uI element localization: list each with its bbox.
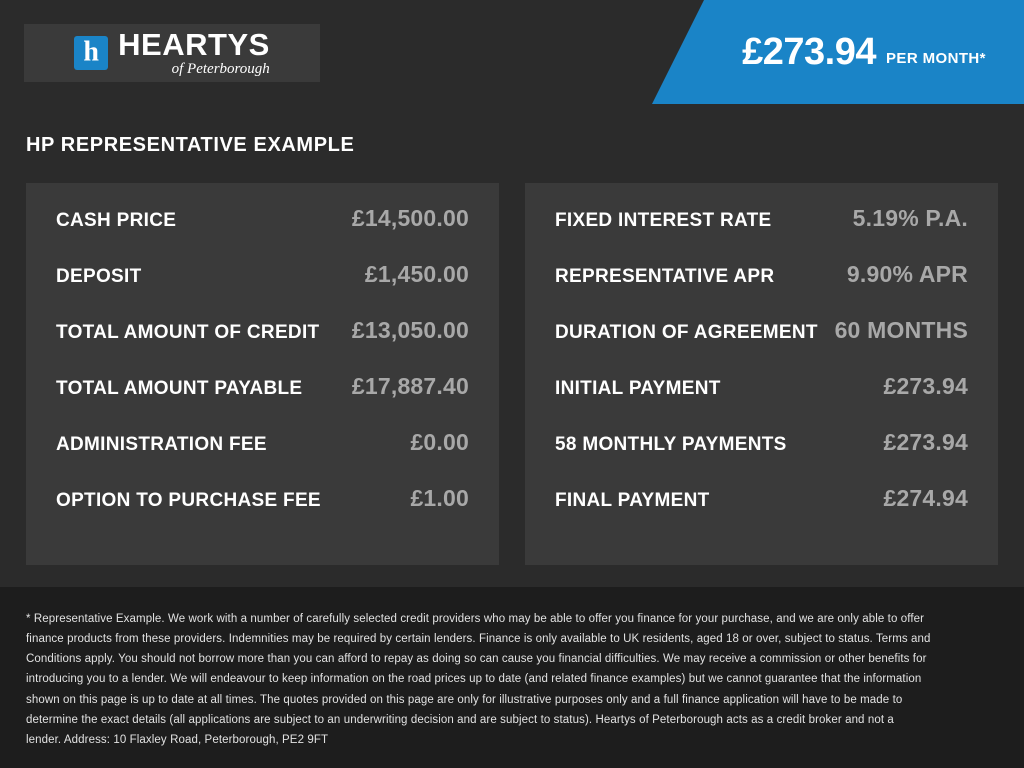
table-row <box>56 429 469 485</box>
row-value: £13,050.00 <box>351 317 469 343</box>
row-value: £14,500.00 <box>351 205 469 231</box>
dealer-logo[interactable] <box>24 24 320 82</box>
row-value: £273.94 <box>883 429 968 455</box>
table-row <box>555 429 968 485</box>
row-label: REPRESENTATIVE APR <box>555 266 775 287</box>
table-row <box>56 485 469 541</box>
row-label: INITIAL PAYMENT <box>555 378 721 399</box>
row-label: 58 MONTHLY PAYMENTS <box>555 434 787 455</box>
row-label: OPTION TO PURCHASE FEE <box>56 490 321 511</box>
table-row <box>56 317 469 373</box>
row-label: TOTAL AMOUNT PAYABLE <box>56 378 303 399</box>
logo-inner <box>74 29 270 77</box>
disclaimer-footer <box>0 587 1024 768</box>
table-row <box>555 261 968 317</box>
table-row <box>555 485 968 541</box>
row-label: DURATION OF AGREEMENT <box>555 322 818 343</box>
row-value: £1.00 <box>410 485 469 511</box>
table-row <box>56 205 469 261</box>
row-value: £17,887.40 <box>351 373 469 399</box>
disclaimer-text: * Representative Example. We work with a number of carefully selected credit providers who may be able to offer you finance for your purchase, and we are only able to offer finance products from these providers. Indemnities may be required by certain lenders. Finance is only available to UK residents, aged 18 or over, subject to status. Terms and Conditions apply. You should not borrow more than you can afford to repay as doing so can cause you financial difficulties. We may receive a commission or other benefits for introducing you to a lender. We will endeavour to keep information on the road prices up to date (and related finance examples) but we cannot guarantee that the information shown on this page is up to date at all times. The quotes provided on this page are only for illustrative purposes only and a full finance application will have to be made to determine the exact details (all applications are subject to an underwriting decision and are subject to status). Heartys of Peterborough acts as a credit broker and not a lender. Address: 10 Flaxley Road, Peterborough, PE2 9FT <box>26 613 931 746</box>
row-label: DEPOSIT <box>56 266 142 287</box>
heartys-h-icon <box>74 36 108 70</box>
left-finance-panel <box>26 183 499 565</box>
monthly-price-amount: £273.94 <box>742 30 877 73</box>
row-value: £0.00 <box>410 429 469 455</box>
table-row <box>56 373 469 429</box>
logo-text <box>118 29 270 77</box>
row-label: TOTAL AMOUNT OF CREDIT <box>56 322 320 343</box>
row-value: £1,450.00 <box>364 261 469 287</box>
row-label: ADMINISTRATION FEE <box>56 434 267 455</box>
row-value: £273.94 <box>883 373 968 399</box>
row-label: FIXED INTEREST RATE <box>555 210 772 231</box>
table-row <box>555 373 968 429</box>
row-label: CASH PRICE <box>56 210 177 231</box>
table-row <box>555 205 968 261</box>
monthly-price-banner <box>704 0 1024 104</box>
finance-panels <box>0 157 1024 565</box>
right-finance-panel <box>525 183 998 565</box>
row-value: 60 MONTHS <box>834 317 968 343</box>
monthly-price-period: PER MONTH* <box>886 49 986 67</box>
row-value: 9.90% APR <box>846 261 968 287</box>
row-label: FINAL PAYMENT <box>555 490 710 511</box>
row-value: £274.94 <box>883 485 968 511</box>
page-header <box>0 0 1024 104</box>
table-row <box>555 317 968 373</box>
table-row <box>56 261 469 317</box>
page-title: HP REPRESENTATIVE EXAMPLE <box>26 134 355 156</box>
row-value: 5.19% P.A. <box>852 205 968 231</box>
logo-subtitle: of Peterborough <box>171 61 270 77</box>
logo-name: HEARTYS <box>118 27 270 62</box>
